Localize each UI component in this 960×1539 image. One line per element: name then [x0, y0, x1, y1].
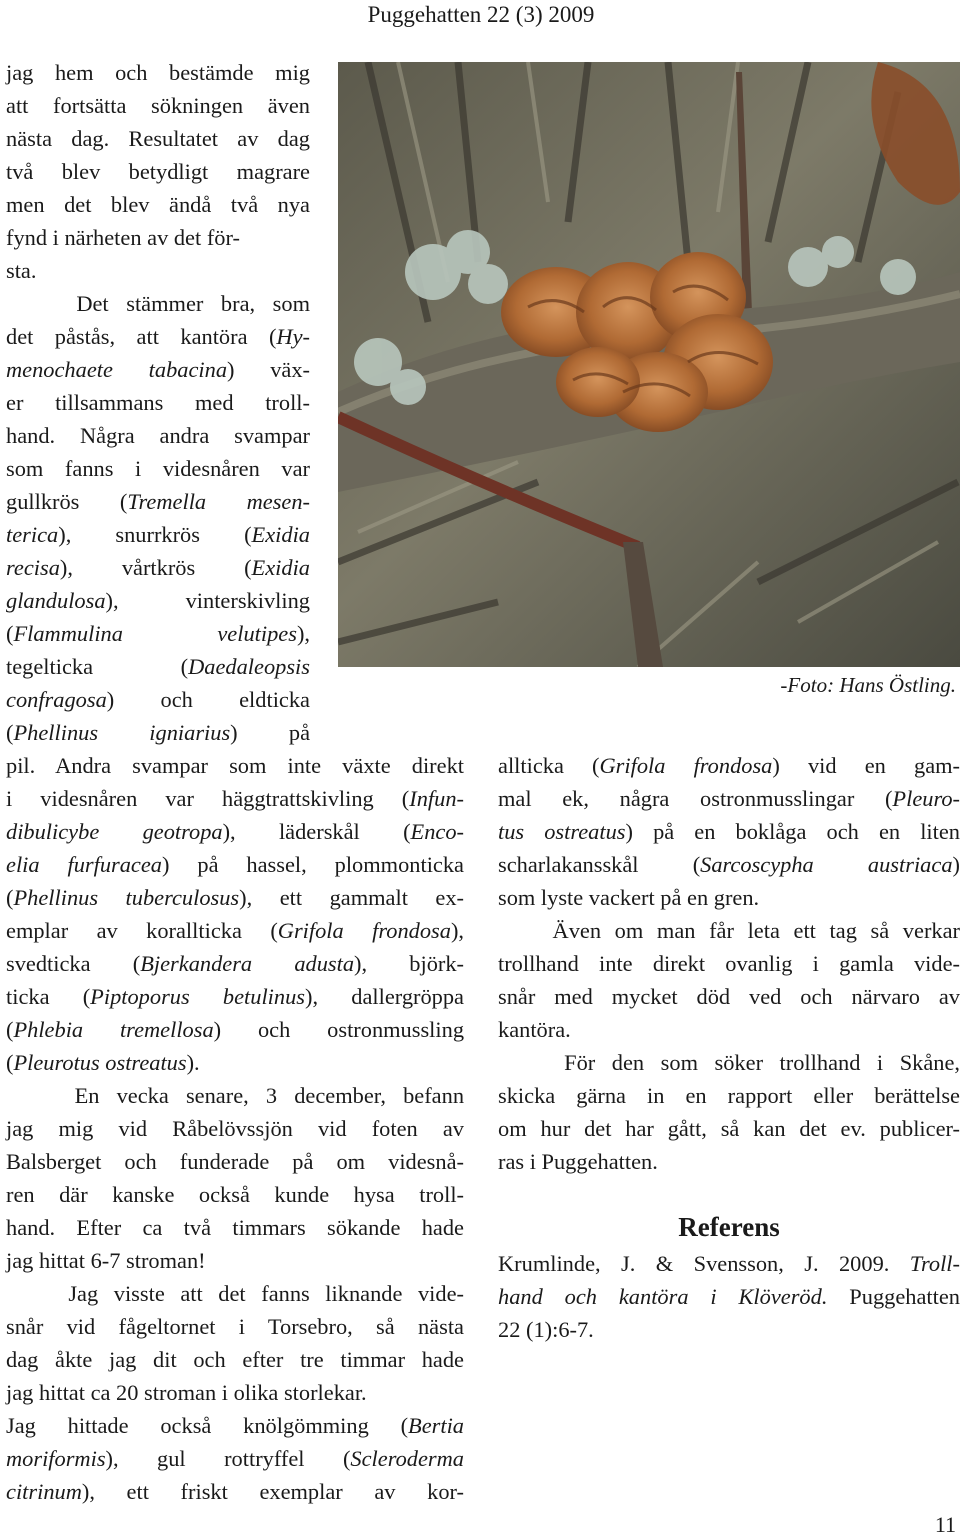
italic-text: Tremella mesen-: [127, 489, 310, 514]
italic-text: Phellinus tuberculosus: [13, 885, 240, 910]
text-run: men det blev ändå två nya: [6, 192, 310, 217]
text-line: [498, 1313, 960, 1346]
text-run: ticka (: [6, 984, 91, 1009]
text-run: Balsberget och funderade på om videsnå-: [6, 1149, 464, 1174]
italic-text: Enco-: [410, 819, 465, 844]
text-run: som fanns i videsnåren var: [6, 456, 310, 481]
text-run: i videsnåren var häggtrattskivling (: [6, 786, 410, 811]
text-run: ),: [296, 621, 310, 646]
text-line: [6, 320, 310, 353]
text-run: om hur det har gått, så kan det ev. publicer-: [498, 1116, 960, 1141]
text-line: [6, 89, 310, 122]
text-line: [6, 716, 310, 749]
italic-text: Flammulina velutipes: [13, 621, 297, 646]
italic-text: confragosa: [6, 687, 107, 712]
text-run: En vecka senare, 3 december, befann: [6, 1083, 465, 1108]
text-line: [6, 1310, 464, 1343]
text-run: ), snurrkrös (: [58, 522, 252, 547]
text-run: fynd i närheten av det för-: [6, 225, 240, 250]
text-line: [6, 353, 310, 386]
text-run: ), läderskål (: [222, 819, 411, 844]
text-line: [6, 1442, 464, 1475]
text-run: Krumlinde, J. & Svensson, J. 2009.: [498, 1251, 910, 1276]
text-line: [498, 947, 960, 980]
text-run: två blev betydligt magrare: [6, 159, 310, 184]
text-line: [6, 914, 464, 947]
text-run: jag hem och bestämde mig: [6, 60, 310, 85]
text-run: pil. Andra svampar som inte växte direkt: [6, 753, 464, 778]
text-run: ),: [450, 918, 464, 943]
text-run: Det stämmer bra, som: [6, 291, 311, 316]
text-line: [498, 1247, 960, 1280]
italic-text: hand och kantöra i Klöveröd.: [498, 1284, 828, 1309]
text-line: [6, 1211, 464, 1244]
text-run: ), ett friskt exemplar av kor-: [81, 1479, 464, 1504]
fungus-photo: [338, 62, 960, 667]
text-line: [6, 617, 310, 650]
text-line: [6, 287, 310, 320]
text-line: [6, 1013, 464, 1046]
text-run: jag hittat 6-7 stroman!: [6, 1248, 206, 1273]
text-line: [6, 1178, 464, 1211]
text-run: (: [6, 1050, 14, 1075]
text-line: [498, 1013, 960, 1046]
text-run: ), dallergröppa: [305, 984, 464, 1009]
text-run: er tillsammans med troll-: [6, 390, 310, 415]
text-line: [6, 683, 310, 716]
text-run: tegelticka (: [6, 654, 189, 679]
text-run: ren där kanske också kunde hysa troll-: [6, 1182, 464, 1207]
text-run: ) och ostronmussling: [213, 1017, 465, 1042]
text-run: 22 (1):6-7.: [498, 1317, 594, 1342]
text-line: [6, 1145, 464, 1178]
text-run: ras i Puggehatten.: [498, 1149, 658, 1174]
text-run: sta.: [6, 258, 37, 283]
text-line: [6, 1112, 464, 1145]
text-run: att fortsätta sökningen även: [6, 93, 310, 118]
text-line: [6, 56, 310, 89]
text-run: skicka gärna in en rapport eller berättelse: [498, 1083, 960, 1108]
text-line: [498, 749, 960, 782]
italic-text: citrinum: [6, 1479, 82, 1504]
text-line: [6, 980, 464, 1013]
italic-text: glandulosa: [6, 588, 106, 613]
text-run: ).: [186, 1050, 200, 1075]
text-line: [498, 980, 960, 1013]
italic-text: Pleurotus ostreatus: [13, 1050, 187, 1075]
text-line: [6, 254, 310, 287]
italic-text: Piptoporus betulinus: [90, 984, 305, 1009]
text-run: (: [6, 885, 14, 910]
italic-text: dibulicybe geotropa: [6, 819, 223, 844]
text-line: [6, 518, 310, 551]
italic-text: menochaete tabacina: [6, 357, 228, 382]
text-line: [498, 1112, 960, 1145]
text-run: hand. Några andra svampar: [6, 423, 310, 448]
italic-text: Pleuro-: [892, 786, 960, 811]
text-run: kantöra.: [498, 1017, 571, 1042]
text-line: [6, 1409, 464, 1442]
italic-text: Troll-: [909, 1251, 960, 1276]
text-line: [6, 122, 310, 155]
text-run: nästa dag. Resultatet av dag: [6, 126, 310, 151]
italic-text: Grifola frondosa: [599, 753, 773, 778]
text-run: det påstås, att kantöra (: [6, 324, 277, 349]
text-run: ) och eldticka: [106, 687, 310, 712]
italic-text: Hy-: [276, 324, 310, 349]
text-run: Jag visste att det fanns liknande vide-: [6, 1281, 464, 1306]
text-line: [6, 782, 464, 815]
text-line: [498, 881, 960, 914]
photo-caption: -Foto: Hans Östling.: [780, 673, 956, 697]
text-line: [6, 1376, 464, 1409]
text-line: [6, 1475, 464, 1508]
text-line: [498, 1079, 960, 1112]
italic-text: Exidia: [251, 522, 310, 547]
text-line: [6, 1343, 464, 1376]
text-run: snår med mycket död ved och närvaro av: [498, 984, 960, 1009]
text-run: Även om man får leta ett tag så verkar: [498, 918, 960, 943]
text-run: ), vårtkrös (: [59, 555, 252, 580]
text-line: [6, 386, 310, 419]
text-line: [498, 1046, 960, 1079]
text-line: [6, 749, 464, 782]
text-line: [6, 155, 310, 188]
text-run: (: [6, 621, 14, 646]
text-line: [6, 1244, 464, 1277]
text-run: emplar av korallticka (: [6, 918, 278, 943]
text-line: [6, 188, 310, 221]
text-run: (: [6, 1017, 14, 1042]
text-run: ), vinterskivling: [105, 588, 310, 613]
text-run: scharlakansskål (: [498, 852, 701, 877]
text-line: [498, 1145, 960, 1178]
italic-text: Phellinus igniarius: [13, 720, 231, 745]
italic-text: Bertia: [408, 1413, 464, 1438]
text-line: [6, 881, 464, 914]
text-run: ): [952, 852, 960, 877]
text-line: [6, 419, 310, 452]
text-run: ), ett gammalt ex-: [239, 885, 465, 910]
references-heading: Referens: [678, 1212, 780, 1242]
text-run: ) på hassel, plommonticka: [162, 852, 464, 877]
italic-text: Daedaleopsis: [188, 654, 310, 679]
text-run: som lyste vackert på en gren.: [498, 885, 760, 910]
text-line: [6, 584, 310, 617]
text-line: [498, 1280, 960, 1313]
text-run: mal ek, några ostronmusslingar (: [498, 786, 893, 811]
text-line: [6, 1277, 464, 1310]
text-line: [6, 221, 310, 254]
text-run: allticka (: [498, 753, 600, 778]
text-run: jag hittat ca 20 stroman i olika storlekar.: [6, 1380, 367, 1405]
italic-text: Bjerkandera adusta: [140, 951, 355, 976]
text-run: jag mig vid Råbelövssjön vid foten av: [6, 1116, 464, 1141]
text-line: [498, 914, 960, 947]
text-line: [6, 947, 464, 980]
text-line: [6, 551, 310, 584]
text-line: [6, 848, 464, 881]
text-run: hand. Efter ca två timmars sökande hade: [6, 1215, 464, 1240]
text-line: [6, 452, 310, 485]
text-line: [498, 815, 960, 848]
italic-text: elia furfuracea: [6, 852, 163, 877]
italic-text: moriformis: [6, 1446, 106, 1471]
text-run: ) vid en gam-: [772, 753, 960, 778]
italic-text: Exidia: [251, 555, 310, 580]
italic-text: tus ostreatus: [498, 819, 626, 844]
text-run: ) på en boklåga och en liten: [625, 819, 960, 844]
italic-text: Infun-: [409, 786, 464, 811]
text-line: [6, 485, 310, 518]
text-line: [6, 650, 310, 683]
text-line: [6, 1046, 464, 1079]
text-run: ), björk-: [354, 951, 464, 976]
text-run: trollhand inte direkt ovanlig i gamla vide-: [498, 951, 960, 976]
running-header: Puggehatten 22 (3) 2009: [367, 2, 595, 27]
page-number: 11: [934, 1512, 956, 1537]
text-run: gullkrös (: [6, 489, 128, 514]
text-run: För den som söker trollhand i Skåne,: [498, 1050, 960, 1075]
italic-text: Grifola frondosa: [277, 918, 451, 943]
text-run: dag åkte jag dit och efter tre timmar hade: [6, 1347, 464, 1372]
text-run: Jag hittade också knölgömming (: [6, 1413, 409, 1438]
text-run: svedticka (: [6, 951, 141, 976]
text-run: snår vid fågeltornet i Torsebro, så nästa: [6, 1314, 464, 1339]
italic-text: Sarcoscypha austriaca: [700, 852, 953, 877]
text-line: [498, 782, 960, 815]
italic-text: Scleroderma: [350, 1446, 464, 1471]
text-run: Puggehatten: [827, 1284, 960, 1309]
text-run: ) väx-: [227, 357, 310, 382]
text-line: [6, 815, 464, 848]
italic-text: recisa: [6, 555, 60, 580]
text-run: (: [6, 720, 14, 745]
text-run: ) på: [230, 720, 311, 745]
text-line: [498, 848, 960, 881]
text-run: ), gul rottryffel (: [105, 1446, 351, 1471]
text-line: [6, 1079, 464, 1112]
italic-text: Phlebia tremellosa: [13, 1017, 214, 1042]
italic-text: terica: [6, 522, 59, 547]
